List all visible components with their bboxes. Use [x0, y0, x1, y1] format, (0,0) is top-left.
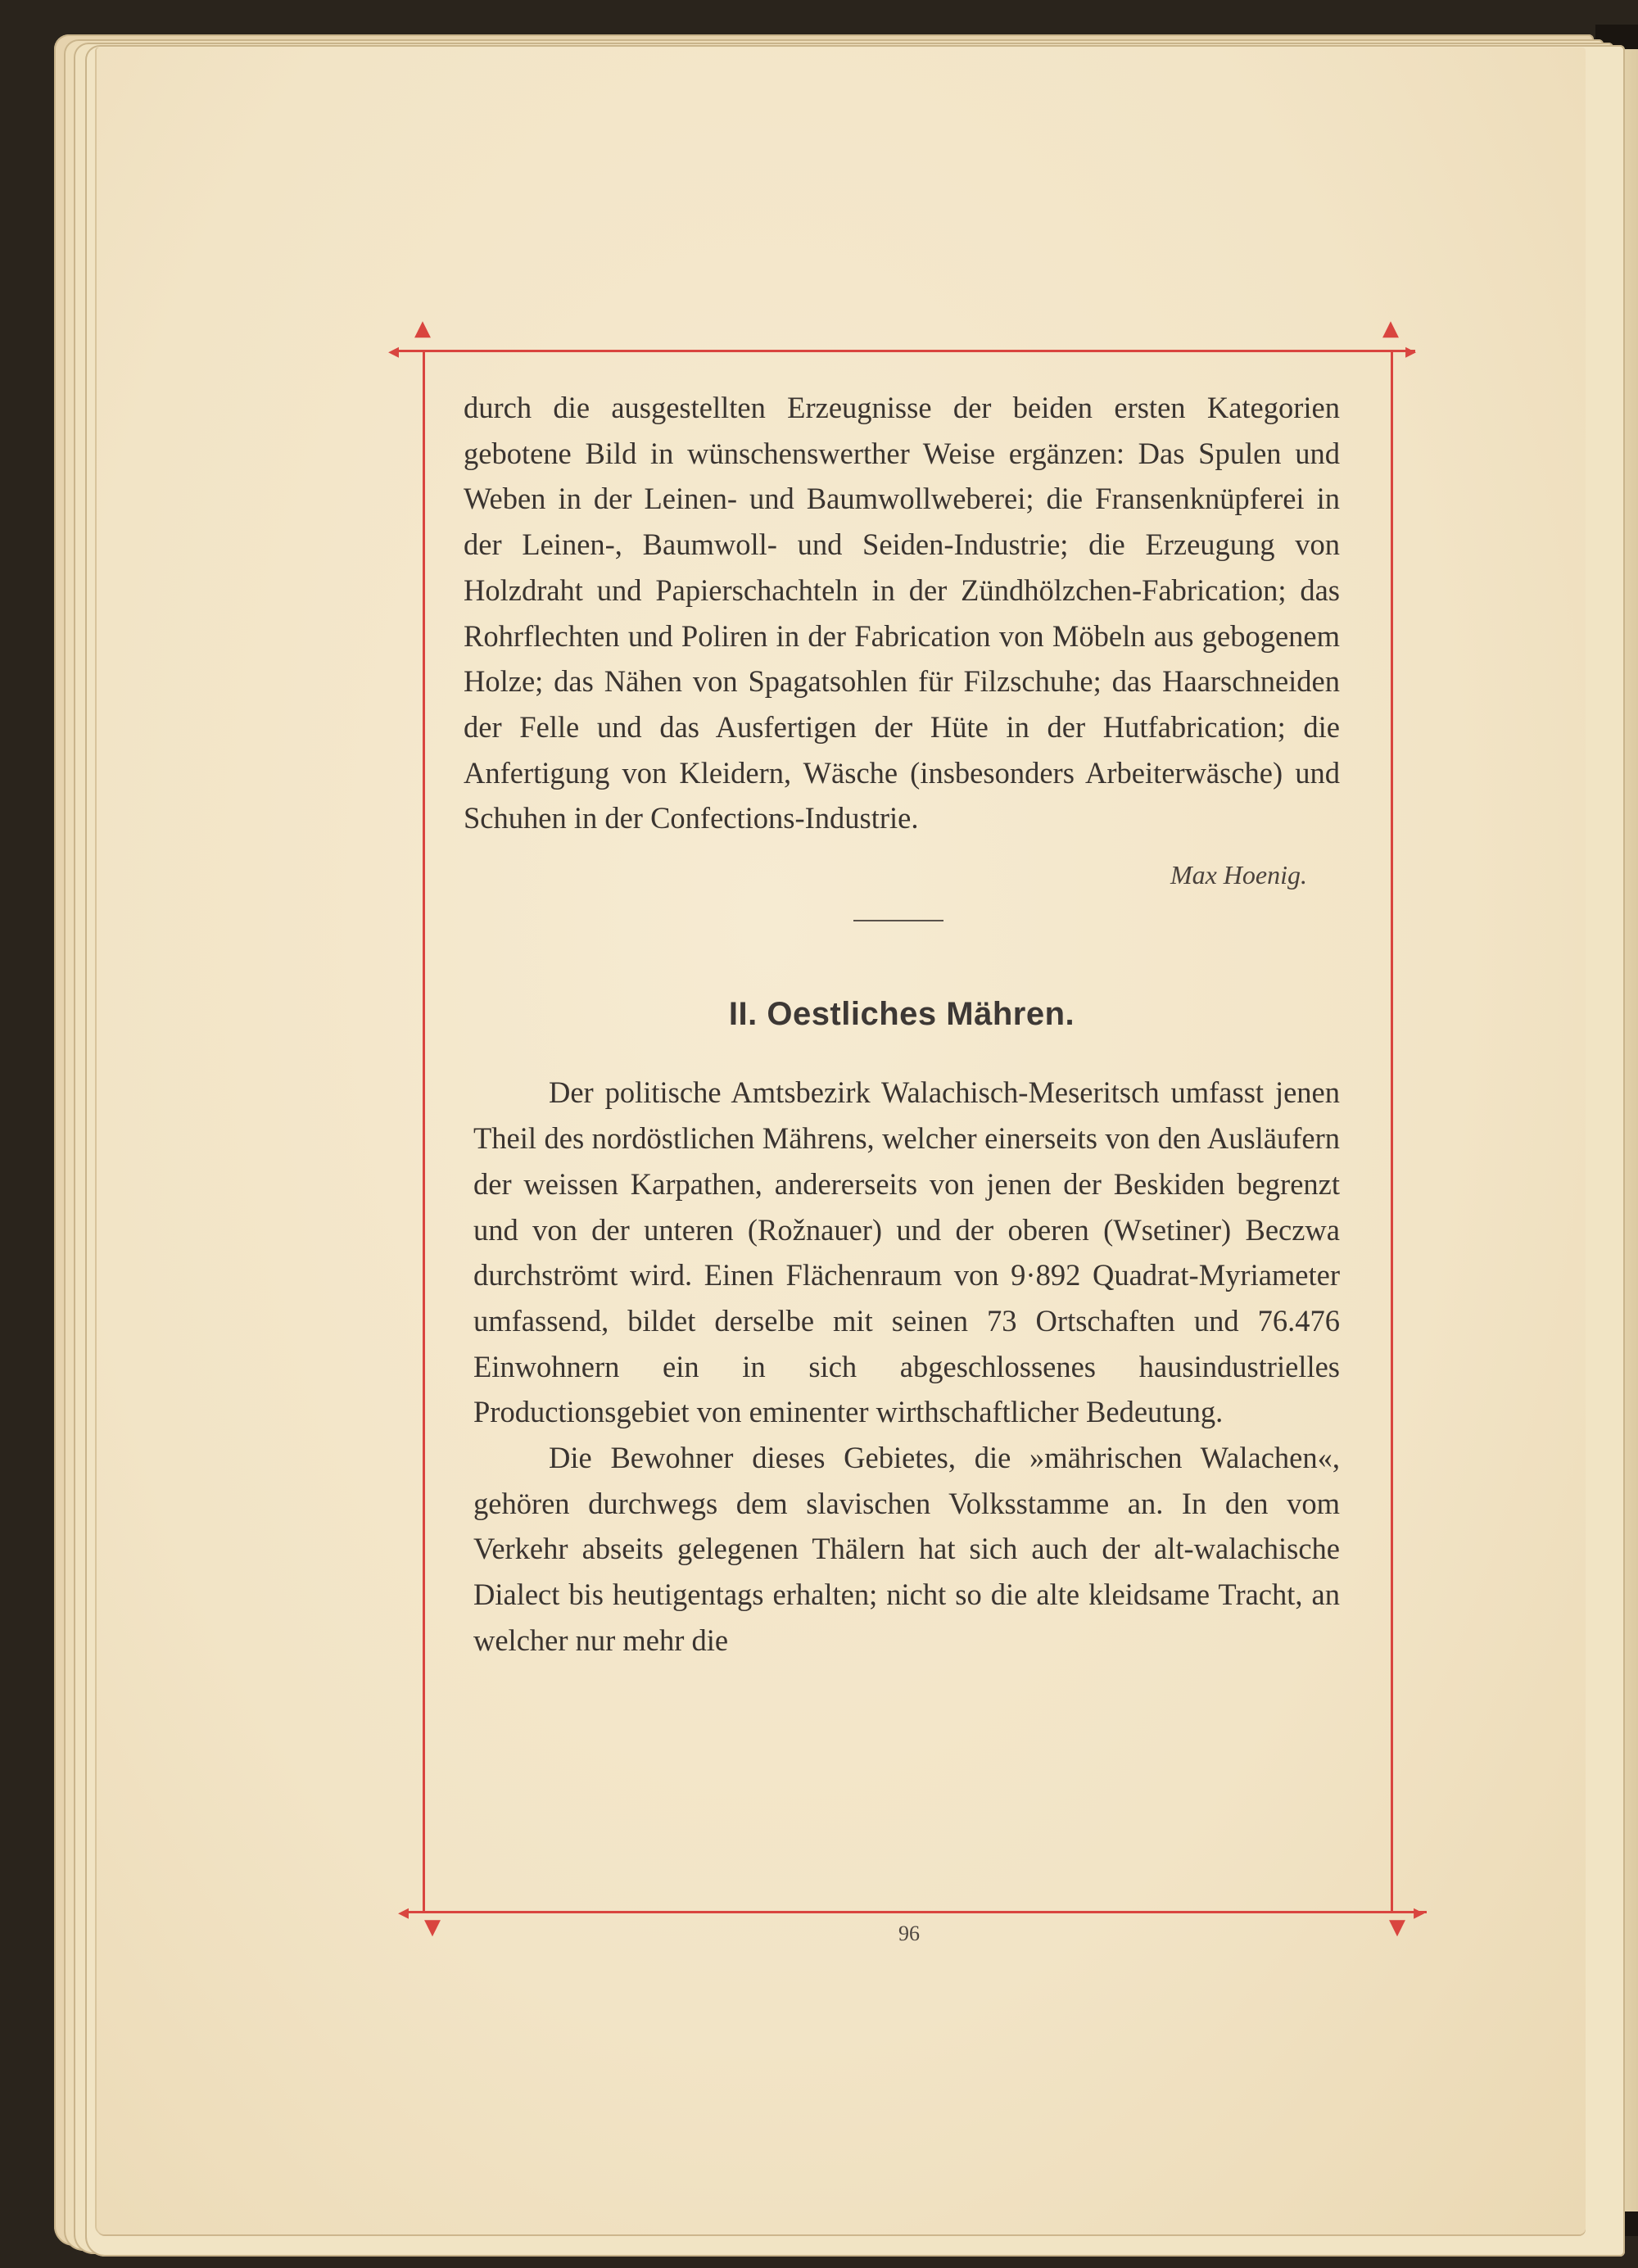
author-signature: Max Hoenig.: [1170, 860, 1307, 890]
frame-bottom-line: [405, 1911, 1427, 1913]
paragraph: Der politische Amtsbezirk Walachisch-Meseritsch umfasst jenen Theil des nordöstlichen Mährens, welcher einerseits von den Ausläufern der weissen Karpathen, andererseits von jenen der Beskiden begrenzt und von der unteren (Rožnauer) und der oberen (Wsetiner) Beczwa durchströmt wird. Einen Flächenraum von 9·892 Quadrat-Myriameter umfassend, bildet derselbe mit seinen 73 Ortschaften und 76.476 Einwohnern ein in sich abgeschlossenes hausindustrielles Productionsgebiet von eminenter wirthschaftlicher Bedeutung.: [473, 1075, 1340, 1429]
frame-left-line: [423, 350, 425, 1911]
paragraph-continued: durch die ausgestellten Erzeugnisse der beiden ersten Kategorien gebotene Bild in wünschenswerther Weise ergänzen: Das Spulen und Weben in der Leinen- und Baumwollweberei; die Fransenknüpferei in der Leinen-, Baumwoll- und Seiden-Industrie; die Erzeugung von Holzdraht und Papierschachteln in der Zündhölzchen-Fabrication; das Rohrflechten und Poliren in der Fabrication von Möbeln aus gebogenem Holze; das Nähen von Spagatsohlen für Filzschuhe; das Haarschneiden der Felle und das Ausfertigen der Hüte in der Hutfabrication; die Anfertigung von Kleidern, Wäsche (insbesonders Arbeiterwäsche) und Schuhen in der Confections-Industrie.: [464, 391, 1340, 835]
frame-corner-mark: ▼: [1389, 1915, 1405, 1940]
frame-corner-mark: ▸: [1405, 339, 1417, 364]
page-text: [464, 385, 1340, 1664]
frame-corner-mark: ▸: [1414, 1900, 1425, 1925]
frame-corner-mark: ▼: [424, 1915, 441, 1940]
frame-corner-mark: ◂: [398, 1900, 410, 1925]
frame-right-line: [1391, 350, 1393, 1911]
paragraph: Die Bewohner dieses Gebietes, die »mährischen Walachen«, gehören durchwegs dem slavischen Volksstamme an. In den vom Verkehr abseits gelegenen Thälern hat sich auch der alt-walachische Dialect bis heutigentags erhalten; nicht so die alte kleidsame Tracht, an welcher nur mehr die: [473, 1441, 1340, 1657]
frame-corner-mark: ▲: [1382, 316, 1399, 341]
section-heading: II. Oestliches Mähren.: [728, 995, 1075, 1032]
frame-corner-mark: ▲: [414, 316, 431, 341]
section-body: [473, 1070, 1340, 1663]
frame-top-line: [395, 350, 1415, 352]
section-divider: [853, 920, 943, 921]
page-number: 96: [898, 1922, 920, 1945]
frame-corner-mark: ◂: [388, 339, 400, 364]
